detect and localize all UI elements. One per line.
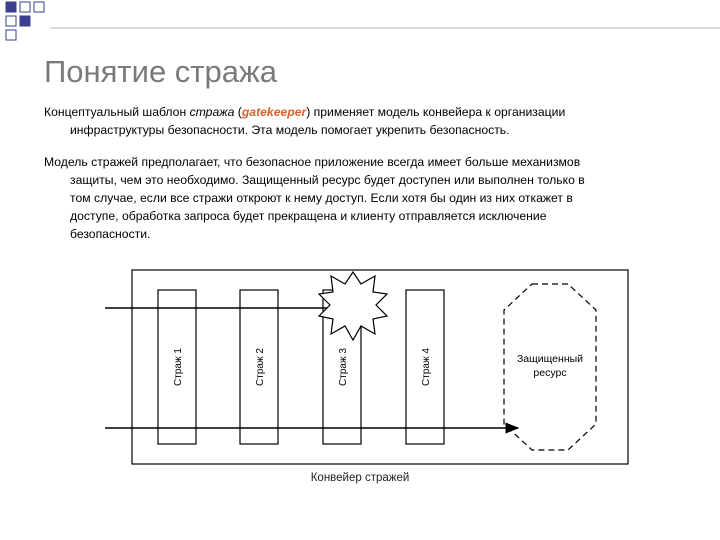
- text: Концептуальный шаблон: [44, 105, 190, 119]
- resource-label-line-1: Защищенный: [516, 353, 584, 365]
- paragraph-2-line: том случае, если все стражи откроют к нему доступ. Если хотя бы один из них откажет в: [70, 191, 573, 205]
- text: ) применяет модель конвейера к организации: [306, 105, 566, 119]
- guard-1-label: Страж 1: [173, 348, 184, 386]
- emphasis-guard: стража: [189, 105, 235, 119]
- guard-4-label: Страж 4: [421, 348, 432, 386]
- paragraph-2-line: доступе, обработка запроса будет прекращена и клиенту отправляется исключение: [70, 209, 547, 223]
- paragraph-2-line: Модель стражей предполагает, что безопасное приложение всегда имеет больше механизмов: [44, 155, 581, 169]
- paragraph-2-line: защиты, чем это необходимо. Защищенный ресурс будет доступен или выполнен только в: [70, 173, 585, 187]
- resource-label-line-2: ресурс: [533, 367, 567, 379]
- diagram-caption: Конвейер стражей: [310, 472, 410, 484]
- keyword-gatekeeper: gatekeeper: [241, 105, 307, 119]
- denial-starburst-icon: [319, 272, 387, 340]
- paragraph-1-line-2: инфраструктуры безопасности. Эта модель помогает укрепить безопасность.: [70, 123, 510, 137]
- slide-title: Понятие стража: [44, 54, 277, 89]
- gatekeeper-pipeline-diagram: [95, 262, 635, 482]
- paragraph-1: [44, 103, 694, 139]
- paragraph-1-line-1: [44, 103, 694, 121]
- corner-decoration: [0, 0, 720, 50]
- guard-3-label: Страж 3: [338, 348, 349, 386]
- paragraph-2: [44, 153, 694, 243]
- paragraph-2-line: безопасности.: [70, 227, 151, 241]
- guard-2-label: Страж 2: [255, 348, 266, 386]
- text: (: [234, 105, 242, 119]
